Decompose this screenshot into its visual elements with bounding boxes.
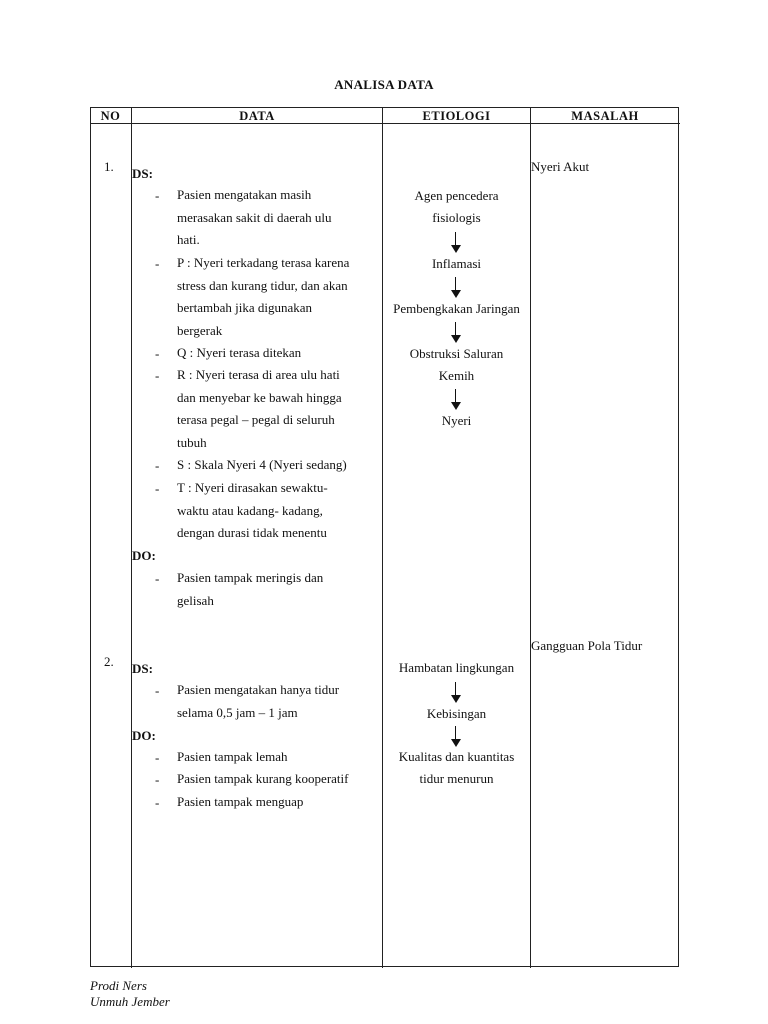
do-item: Pasien tampak menguap bbox=[177, 794, 304, 809]
etiologi-step: Obstruksi Saluran Kemih bbox=[409, 346, 504, 383]
bullet-dash: - bbox=[155, 772, 160, 787]
bullet-dash: - bbox=[155, 458, 160, 473]
ds-item: Pasien mengatakan masih merasakan sakit di daerah ulu hati. bbox=[177, 187, 332, 247]
etiologi-step: Nyeri bbox=[441, 413, 472, 428]
do-item: Pasien tampak lemah bbox=[177, 749, 288, 764]
document-title: ANALISA DATA bbox=[334, 77, 434, 92]
do-item: Pasien tampak kurang kooperatif bbox=[177, 771, 349, 786]
bullet-dash: - bbox=[155, 346, 160, 361]
footer-institution: Unmuh Jember bbox=[90, 994, 170, 1009]
arrow-down-icon bbox=[451, 726, 461, 748]
ds-label: DS: bbox=[132, 166, 153, 181]
column-divider-no bbox=[131, 107, 132, 968]
ds-label: DS: bbox=[132, 661, 153, 676]
ds-item: Q : Nyeri terasa ditekan bbox=[177, 345, 302, 360]
bullet-dash: - bbox=[155, 750, 160, 765]
ds-item: Pasien mengatakan hanya tidur selama 0,5 jam – 1 jam bbox=[177, 682, 340, 720]
masalah-label: Nyeri Akut bbox=[531, 159, 590, 174]
header-data: DATA bbox=[239, 109, 275, 123]
etiologi-step: Kebisingan bbox=[426, 706, 487, 721]
row-number: 2. bbox=[104, 654, 114, 669]
do-label: DO: bbox=[132, 548, 156, 563]
ds-item: S : Skala Nyeri 4 (Nyeri sedang) bbox=[177, 457, 347, 472]
do-item: Pasien tampak meringis dan gelisah bbox=[177, 570, 324, 608]
header-masalah: MASALAH bbox=[571, 109, 639, 123]
header-etiologi: ETIOLOGI bbox=[422, 109, 491, 123]
bullet-dash: - bbox=[155, 481, 160, 496]
bullet-dash: - bbox=[155, 188, 160, 203]
arrow-down-icon bbox=[451, 682, 461, 704]
ds-item: P : Nyeri terkadang terasa karena stress dan kurang tidur, dan akan bertambah jika digunakan bergerak bbox=[177, 255, 350, 338]
etiologi-step: Pembengkakan Jaringan bbox=[393, 301, 520, 316]
arrow-down-icon bbox=[451, 277, 461, 299]
arrow-down-icon bbox=[451, 232, 461, 254]
ds-item: R : Nyeri terasa di area ulu hati dan menyebar ke bawah hingga terasa pegal – pegal di seluruh tubuh bbox=[177, 367, 342, 450]
bullet-dash: - bbox=[155, 256, 160, 271]
bullet-dash: - bbox=[155, 683, 160, 698]
footer-program: Prodi Ners bbox=[90, 978, 147, 993]
ds-item: T : Nyeri dirasakan sewaktu- waktu atau kadang- kadang, dengan durasi tidak menentu bbox=[177, 480, 328, 540]
bullet-dash: - bbox=[155, 795, 160, 810]
column-divider-data bbox=[382, 107, 383, 968]
etiologi-step: Agen pencedera fisiologis bbox=[414, 188, 499, 225]
masalah-label: Gangguan Pola Tidur bbox=[531, 638, 643, 653]
etiologi-step: Inflamasi bbox=[431, 256, 482, 271]
arrow-down-icon bbox=[451, 322, 461, 344]
etiologi-step: Hambatan lingkungan bbox=[398, 660, 515, 675]
bullet-dash: - bbox=[155, 368, 160, 383]
bullet-dash: - bbox=[155, 571, 160, 586]
row-number: 1. bbox=[104, 159, 114, 174]
header-no: NO bbox=[100, 109, 121, 123]
do-label: DO: bbox=[132, 728, 156, 743]
arrow-down-icon bbox=[451, 389, 461, 411]
etiologi-step: Kualitas dan kuantitas tidur menurun bbox=[398, 749, 515, 786]
column-divider-etiologi bbox=[530, 107, 531, 968]
